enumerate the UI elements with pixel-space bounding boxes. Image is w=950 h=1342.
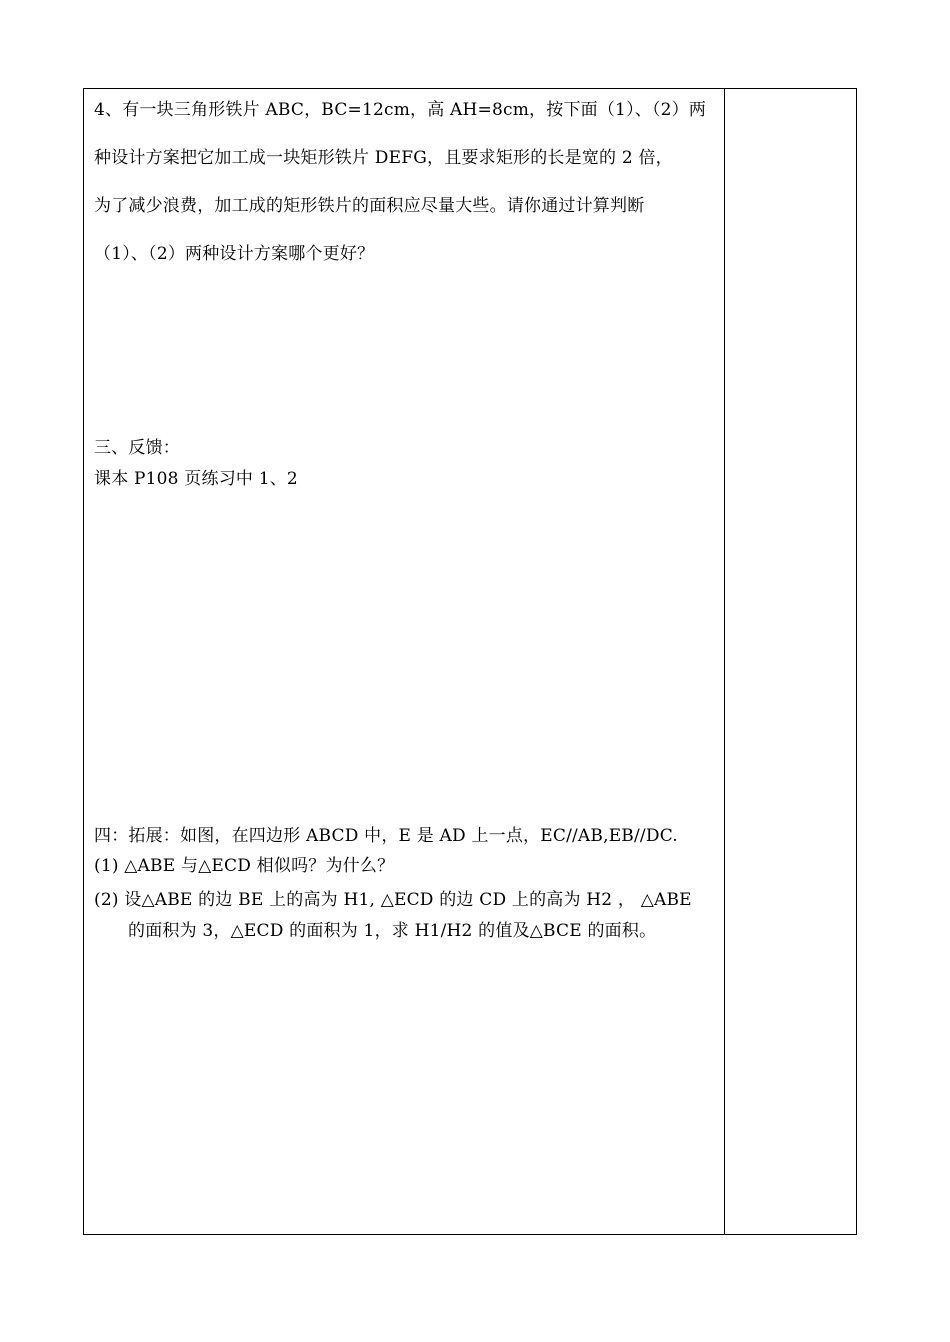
extension-question-2-line2: 的面积为 3，△ECD 的面积为 1，求 H1/H2 的值及△BCE 的面积。	[128, 921, 657, 941]
feedback-heading: 三、反馈：	[94, 438, 180, 458]
problem4-line4: （1）、（2）两种设计方案哪个更好？	[94, 244, 375, 264]
extension-question-2-line1: (2) 设△ABE 的边 BE 上的高为 H1, △ECD 的边 CD 上的高为 H2 ， △ABE	[94, 890, 692, 910]
extension-question-1: (1) △ABE 与△ECD 相似吗？为什么？	[94, 856, 395, 876]
feedback-text: 课本 P108 页练习中 1、2	[94, 469, 298, 489]
extension-heading: 四：拓展：如图，在四边形 ABCD 中，E 是 AD 上一点，EC//AB,EB//DC.	[94, 826, 678, 846]
problem4-line2: 种设计方案把它加工成一块矩形铁片 DEFG，且要求矩形的长是宽的 2 倍，	[94, 148, 673, 168]
worksheet-table	[83, 88, 857, 1235]
problem4-line1: 4、有一块三角形铁片 ABC，BC=12cm，高 AH=8cm，按下面（1）、（2）两	[94, 100, 707, 120]
problem4-line3: 为了减少浪费，加工成的矩形铁片的面积应尽量大些。请你通过计算判断	[94, 196, 645, 216]
notes-column	[725, 89, 856, 1234]
